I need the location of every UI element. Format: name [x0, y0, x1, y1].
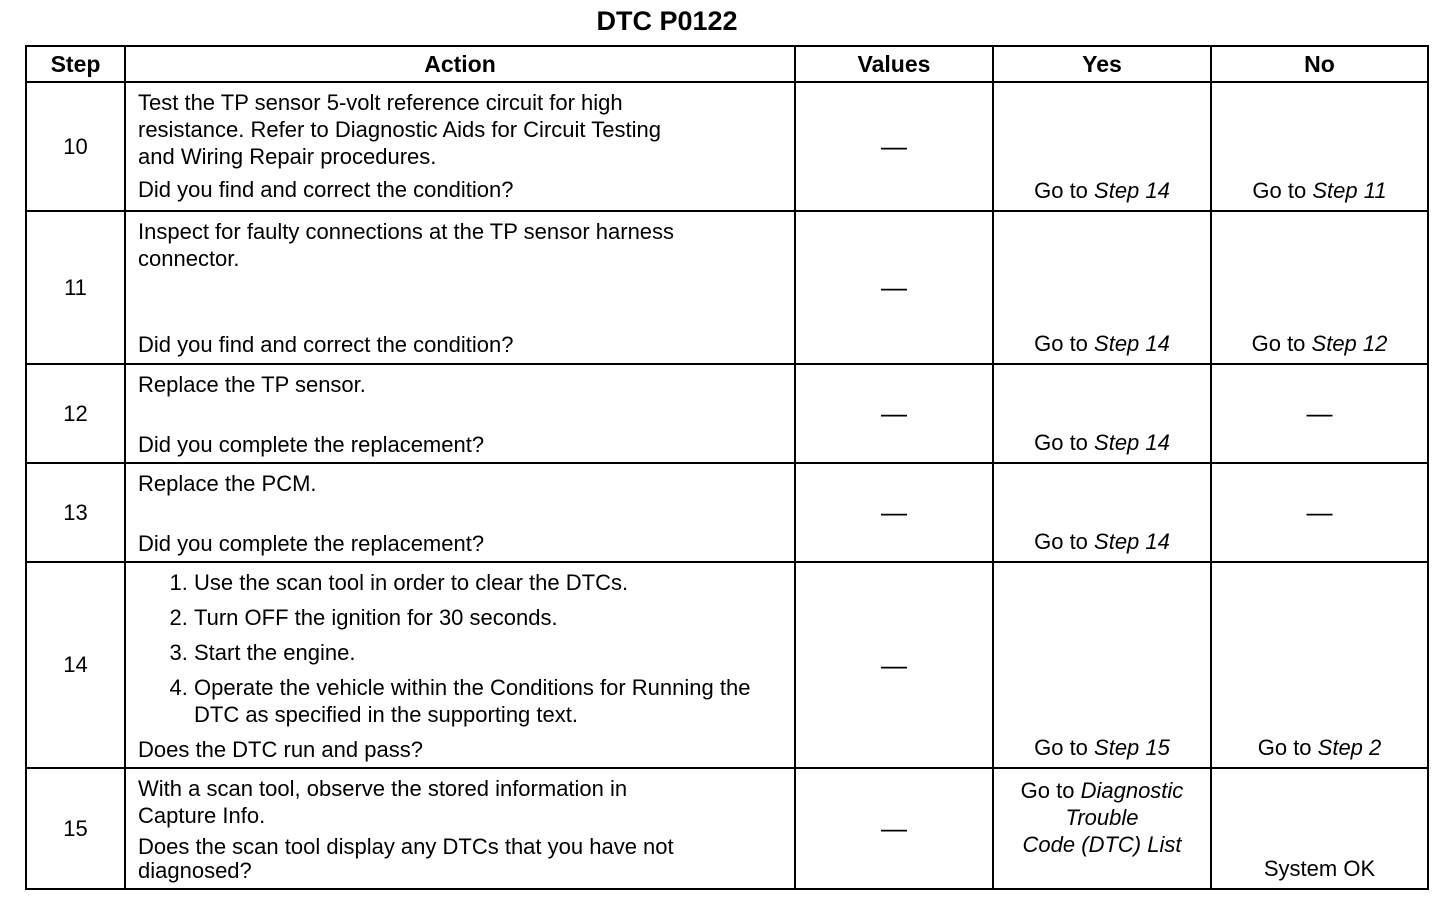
step-number: 10 — [26, 82, 125, 211]
yes-cell — [993, 562, 1211, 768]
yes-dtc-list-link[interactable]: Diagnostic — [1080, 778, 1184, 803]
action-question: Did you find and correct the condition? — [138, 177, 514, 202]
no-cell — [1211, 82, 1428, 211]
table-row — [26, 768, 1428, 889]
list-item: 2. Turn OFF the ignition for 30 seconds. — [194, 604, 784, 631]
page-title: DTC P0122 — [596, 6, 738, 36]
value-cell: — — [795, 768, 993, 889]
value-cell: — — [795, 463, 993, 562]
header-values: Values — [795, 46, 993, 82]
action-question: Did you complete the replacement? — [138, 531, 485, 556]
action-text: With a scan tool, observe the stored information in — [138, 776, 628, 801]
yes-step-link[interactable]: Step 15 — [1094, 735, 1170, 760]
list-item: 1. Use the scan tool in order to clear the DTCs. — [194, 569, 784, 596]
header-row — [26, 46, 1428, 82]
yes-prefix: Go to — [1034, 178, 1095, 203]
diagnostic-table — [25, 45, 1429, 890]
step-number: 13 — [26, 463, 125, 562]
yes-cell — [993, 364, 1211, 463]
header-step: Step — [26, 46, 125, 82]
action-cell — [125, 364, 795, 463]
value-cell: — — [795, 364, 993, 463]
header-action: Action — [125, 46, 795, 82]
yes-cell — [993, 211, 1211, 364]
no-cell — [1211, 562, 1428, 768]
no-cell: — — [1211, 463, 1428, 562]
no-step-link[interactable]: Step 11 — [1312, 178, 1387, 203]
header-yes: Yes — [993, 46, 1211, 82]
yes-dtc-list-link[interactable]: Trouble — [1065, 805, 1139, 830]
list-item: 3. Start the engine. — [194, 639, 784, 666]
action-text: Capture Info. — [138, 803, 266, 828]
yes-prefix: Go to — [1034, 430, 1095, 455]
table-row — [26, 364, 1428, 463]
action-cell — [125, 768, 795, 889]
yes-dtc-list-link[interactable]: Code (DTC) List — [1022, 832, 1182, 857]
value-cell: — — [795, 82, 993, 211]
action-text: Replace the TP sensor. — [138, 372, 366, 397]
action-text: and Wiring Repair procedures. — [138, 144, 437, 169]
no-cell — [1211, 211, 1428, 364]
no-prefix: Go to — [1252, 178, 1313, 203]
yes-step-link[interactable]: Step 14 — [1094, 178, 1170, 203]
action-cell — [125, 562, 795, 768]
yes-prefix: Go to — [1034, 331, 1095, 356]
action-text: Test the TP sensor 5-volt reference circuit for high — [138, 90, 623, 115]
table-row — [26, 562, 1428, 768]
no-prefix: Go to — [1257, 735, 1318, 760]
no-prefix: Go to — [1251, 331, 1312, 356]
yes-cell — [993, 82, 1211, 211]
action-question: Does the scan tool display any DTCs that you have not diagnosed? — [138, 834, 674, 883]
action-question: Did you find and correct the condition? — [138, 332, 514, 357]
table-row — [26, 211, 1428, 364]
step-number: 14 — [26, 562, 125, 768]
action-question: Did you complete the replacement? — [138, 432, 485, 457]
table-row — [26, 82, 1428, 211]
header-no: No — [1211, 46, 1428, 82]
step-number: 11 — [26, 211, 125, 364]
action-cell — [125, 463, 795, 562]
list-item: 4. Operate the vehicle within the Conditions for Running the DTC as specified in the supporting text. — [194, 674, 784, 728]
action-step-list — [138, 569, 784, 728]
yes-prefix: Go to — [1034, 529, 1095, 554]
yes-step-link[interactable]: Step 14 — [1094, 529, 1170, 554]
value-cell: — — [795, 562, 993, 768]
action-text: Inspect for faulty connections at the TP sensor harness — [138, 219, 675, 244]
action-cell — [125, 211, 795, 364]
no-step-link[interactable]: Step 12 — [1311, 331, 1388, 356]
action-question: Does the DTC run and pass? — [138, 737, 423, 762]
step-number: 12 — [26, 364, 125, 463]
table-row — [26, 463, 1428, 562]
no-cell: — — [1211, 364, 1428, 463]
yes-step-link[interactable]: Step 14 — [1094, 331, 1170, 356]
action-text: connector. — [138, 246, 240, 271]
action-text: resistance. Refer to Diagnostic Aids for Circuit Testing — [138, 117, 661, 142]
action-text: Replace the PCM. — [138, 471, 317, 496]
step-number: 15 — [26, 768, 125, 889]
yes-cell — [993, 463, 1211, 562]
yes-prefix: Go to — [1034, 735, 1095, 760]
no-cell: System OK — [1211, 768, 1428, 889]
yes-cell — [993, 768, 1211, 889]
value-cell: — — [795, 211, 993, 364]
no-step-link[interactable]: Step 2 — [1317, 735, 1382, 760]
yes-step-link[interactable]: Step 14 — [1094, 430, 1170, 455]
action-cell — [125, 82, 795, 211]
yes-prefix: Go to — [1020, 778, 1081, 803]
